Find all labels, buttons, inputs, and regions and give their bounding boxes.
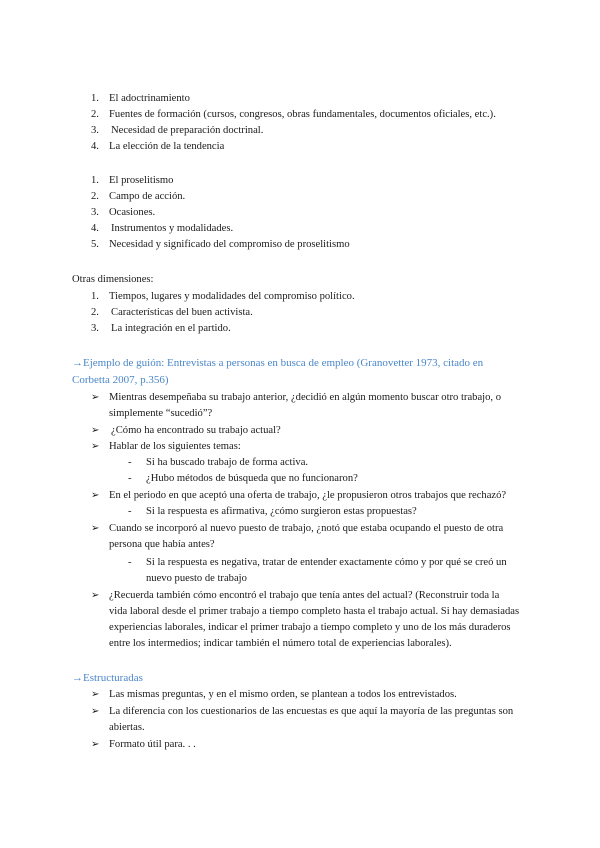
list-item: La diferencia con los cuestionarios de las encuestas es que aquí la mayoría de las preguntas son [109, 706, 514, 717]
bullet-arrow-icon: ➢ [91, 425, 100, 436]
bullet-arrow-icon: ➢ [91, 441, 100, 452]
list-item-continuation: entre los intermedios; indicar también el número total de experiencias laborales). [109, 638, 452, 649]
sub-item: Si la respuesta es afirmativa, ¿cómo surgieron estas propuestas? [146, 506, 417, 517]
list-item-continuation: abiertas. [109, 722, 145, 733]
list-item: Mientras desempeñaba su trabajo anterior, ¿decidió en algún momento buscar otro trabajo, o [109, 392, 501, 403]
list-item: Necesidad de preparación doctrinal. [111, 125, 264, 136]
list-item: El adoctrinamiento [109, 93, 190, 104]
bullet-arrow-icon: ➢ [91, 523, 100, 534]
section-heading: →Estructuradas [72, 672, 143, 684]
list-item-continuation: simplemente “sucedió”? [109, 408, 213, 419]
sub-item: Si ha buscado trabajo de forma activa. [146, 457, 309, 468]
list-item: La elección de la tendencia [109, 141, 225, 152]
list-item-continuation: experiencias laborales, indicar el primer trabajo a tiempo completo y uno de los más duraderos [109, 622, 511, 633]
list-item-continuation: vida laboral desde el primer trabajo a tiempo completo hasta el trabajo actual. Si hay demasiadas [109, 606, 520, 617]
list-number: 2. [91, 307, 99, 318]
list-number: 3. [91, 323, 99, 334]
section-intro: Otras dimensiones: [72, 274, 154, 285]
list-item: Campo de acción. [109, 191, 186, 202]
list-number: 2. [91, 109, 99, 120]
list-item: Hablar de los siguientes temas: [109, 441, 241, 452]
sub-item: Si la respuesta es negativa, tratar de entender exactamente cómo y por qué se creó un [146, 557, 507, 568]
list-item: Las mismas preguntas, y en el mismo orden, se plantean a todos los entrevistados. [109, 689, 457, 700]
section-heading: Corbetta 2007, p.356) [72, 374, 169, 386]
list-item: Tiempos, lugares y modalidades del compromiso político. [109, 291, 355, 302]
list-item: Formato útil para. . . [109, 739, 196, 750]
list-item: El proselitismo [109, 175, 174, 186]
sub-item-continuation: nuevo puesto de trabajo [146, 573, 247, 584]
dash-bullet: - [128, 473, 132, 484]
list-number: 4. [91, 223, 99, 234]
list-item: Ocasiones. [109, 207, 156, 218]
list-item: Características del buen activista. [111, 307, 253, 318]
list-number: 3. [91, 125, 99, 136]
list-item: Instrumentos y modalidades. [111, 223, 234, 234]
list-number: 3. [91, 207, 99, 218]
bullet-arrow-icon: ➢ [91, 490, 100, 501]
bullet-arrow-icon: ➢ [91, 739, 100, 750]
dash-bullet: - [128, 557, 132, 568]
list-item: La integración en el partido. [111, 323, 231, 334]
list-number: 1. [91, 93, 99, 104]
list-item: Fuentes de formación (cursos, congresos, obras fundamentales, documentos oficiales, etc.). [109, 109, 496, 120]
list-item: En el periodo en que aceptó una oferta de trabajo, ¿le propusieron otros trabajos que rechazó? [109, 490, 507, 501]
list-number: 2. [91, 191, 99, 202]
bullet-arrow-icon: ➢ [91, 590, 100, 601]
dash-bullet: - [128, 506, 132, 517]
bullet-arrow-icon: ➢ [91, 706, 100, 717]
list-item: Cuando se incorporó al nuevo puesto de trabajo, ¿notó que estaba ocupando el puesto de otra [109, 523, 504, 534]
sub-item: ¿Hubo métodos de búsqueda que no funcionaron? [146, 473, 358, 484]
bullet-arrow-icon: ➢ [91, 392, 100, 403]
dash-bullet: - [128, 457, 132, 468]
list-item-continuation: persona que había antes? [109, 539, 215, 550]
list-number: 5. [91, 239, 99, 250]
list-item: Necesidad y significado del compromiso de proselitismo [109, 239, 350, 250]
list-number: 1. [91, 291, 99, 302]
list-number: 4. [91, 141, 99, 152]
list-item: ¿Cómo ha encontrado su trabajo actual? [111, 425, 281, 436]
list-item: ¿Recuerda también cómo encontró el trabajo que tenía antes del actual? (Reconstruir toda la [109, 590, 500, 601]
section-heading: →Ejemplo de guión: Entrevistas a personas en busca de empleo (Granovetter 1973, citado en [72, 357, 484, 369]
list-number: 1. [91, 175, 99, 186]
bullet-arrow-icon: ➢ [91, 689, 100, 700]
